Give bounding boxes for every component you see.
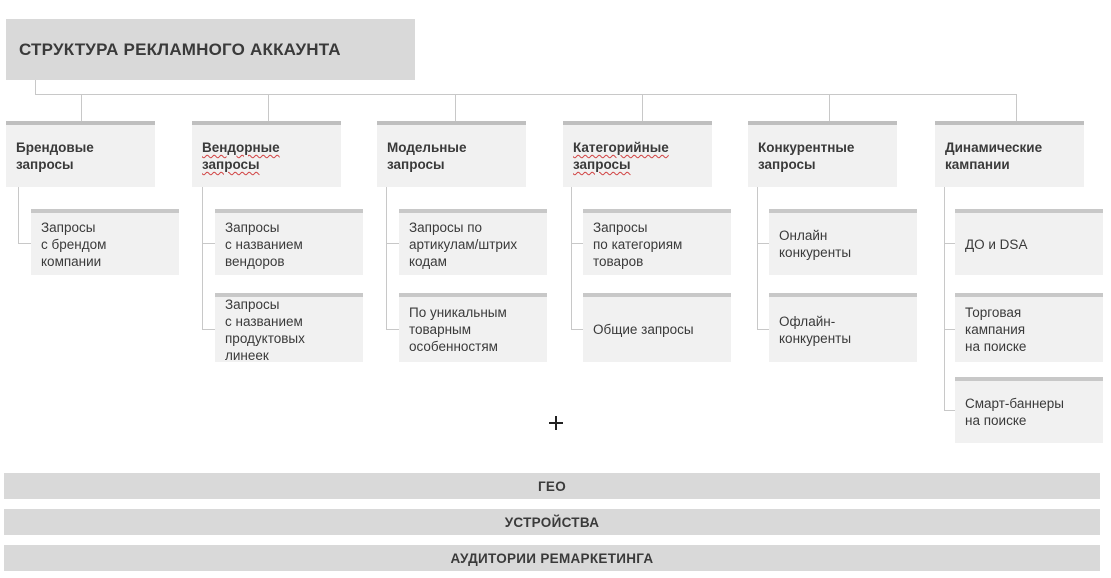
- column-heading-category: [563, 121, 712, 187]
- tree-line-vertical: [18, 187, 19, 244]
- column-connector-5: [829, 94, 830, 121]
- column-connector-2: [268, 94, 269, 121]
- list-item-label: Запросы по артикулам/штрих кодам: [409, 219, 518, 269]
- tree-line-branch: [944, 329, 955, 330]
- column-connector-6: [1016, 94, 1017, 121]
- tree-line-branch: [202, 329, 215, 330]
- tree-line-vertical: [202, 187, 203, 330]
- list-item-label: Запросы по категориям товаров: [593, 219, 683, 269]
- list-item-label: Торговая кампания на поиске: [965, 305, 1027, 354]
- band-label: УСТРОЙСТВА: [504, 514, 600, 530]
- column-heading-label: Модельные запросы: [387, 140, 467, 172]
- tree-line-vertical: [757, 187, 758, 330]
- title-connector-vertical: [35, 80, 36, 95]
- column-connector-4: [642, 94, 643, 121]
- tree-line-vertical: [944, 187, 945, 411]
- plus-icon: [546, 413, 566, 433]
- list-item-label: Общие запросы: [593, 322, 694, 337]
- column-heading-label: Динамические кампании: [945, 140, 1043, 172]
- list-item: [769, 209, 917, 275]
- tree-line-branch: [18, 243, 31, 244]
- list-item-label: Онлайн конкуренты: [779, 228, 852, 260]
- list-item: [399, 293, 547, 362]
- column-heading-label: Конкурентные запросы: [758, 140, 855, 172]
- tree-line-branch: [202, 243, 215, 244]
- list-item: [215, 293, 363, 362]
- column-heading-model: [377, 121, 526, 187]
- list-item: [955, 209, 1103, 275]
- column-heading-brand: [6, 121, 155, 187]
- band-label: АУДИТОРИИ РЕМАРКЕТИНГА: [450, 550, 654, 566]
- list-item-label: Запросы с брендом компании: [41, 219, 107, 269]
- list-item: [583, 293, 731, 362]
- tree-line-branch: [944, 243, 955, 244]
- list-item: [955, 293, 1103, 362]
- band-geo: [4, 473, 1100, 499]
- list-item: [583, 209, 731, 275]
- list-item-label: ДО и DSA: [965, 236, 1028, 252]
- tree-line-branch: [386, 243, 399, 244]
- band-remarketing-audiences: [4, 545, 1100, 571]
- list-item-label: Офлайн- конкуренты: [779, 313, 852, 346]
- list-item-label: Запросы с названием вендоров: [225, 219, 303, 269]
- list-item: [769, 293, 917, 362]
- column-heading-label: Вендорные запросы: [202, 140, 280, 172]
- diagram-title-text: СТРУКТУРА РЕКЛАМНОГО АККАУНТА: [19, 39, 341, 59]
- column-heading-label: Категорийные запросы: [573, 140, 669, 172]
- column-heading-label: Брендовые запросы: [16, 140, 94, 172]
- column-heading-competitor: [748, 121, 897, 187]
- tree-line-branch: [944, 410, 955, 411]
- band-label: ГЕО: [537, 478, 567, 494]
- tree-line-branch: [386, 329, 399, 330]
- horizontal-bus-line: [35, 94, 1017, 95]
- list-item: [399, 209, 547, 275]
- column-heading-vendor: [192, 121, 341, 187]
- tree-line-vertical: [571, 187, 572, 330]
- list-item: [31, 209, 179, 275]
- list-item: [215, 209, 363, 275]
- column-heading-dynamic: [935, 121, 1084, 187]
- band-devices: [4, 509, 1100, 535]
- list-item-label: Смарт-баннеры на поиске: [965, 396, 1064, 428]
- list-item-label: По уникальным товарным особенностям: [409, 305, 507, 354]
- list-item: [955, 377, 1103, 443]
- column-connector-1: [81, 94, 82, 121]
- list-item-label: Запросы с названием продуктовых линеек: [225, 296, 305, 363]
- column-connector-3: [455, 94, 456, 121]
- diagram-title: [6, 19, 415, 80]
- tree-line-vertical: [386, 187, 387, 330]
